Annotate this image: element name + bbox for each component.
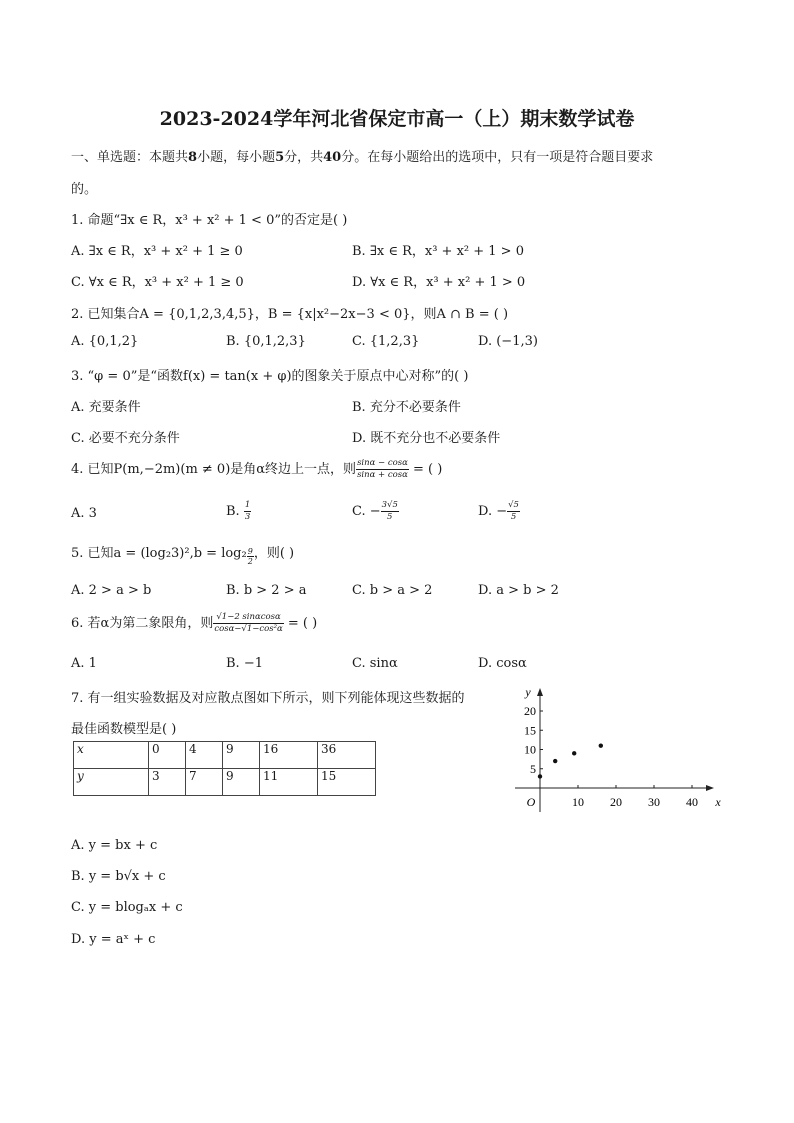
question-3-stem: 3. “φ = 0”是“函数f(x) = tan(x + φ)的图象关于原点中心对称”的( ): [71, 369, 469, 384]
q3-option-b: B. 充分不必要条件: [352, 400, 461, 415]
q7-option-b: B. y = b√x + c: [71, 869, 166, 884]
q6-fraction: $\frac{√1-2 \sin\alpha\cos\alpha}{\text{cosα−√1−cos²α}}$: [214, 612, 283, 634]
table-cell: x: [74, 742, 149, 769]
x-axis-label: x: [715, 795, 721, 809]
q6-option-d: D. cosα: [478, 656, 527, 671]
y-tick-label: 15: [524, 723, 536, 738]
q6-option-c: C. sinα: [352, 656, 398, 671]
table-row-y: [74, 769, 376, 796]
origin-label: O: [526, 795, 536, 809]
table-cell: 4: [186, 742, 223, 769]
table-cell: 9: [223, 742, 260, 769]
data-point: [599, 743, 603, 747]
table-cell: 7: [186, 769, 223, 796]
data-point: [572, 751, 576, 755]
table-row-x: [74, 742, 376, 769]
y-tick-label: 10: [524, 742, 536, 757]
q1-option-c: C. ∀x ∈ R，x³ + x² + 1 ≥ 0: [71, 275, 244, 290]
q4-option-d: D. − $\frac{√5}{5}$: [478, 500, 519, 522]
table-cell: 15: [318, 769, 376, 796]
y-axis-arrow: [537, 688, 543, 696]
q2-option-c: C. {1,2,3}: [352, 334, 420, 349]
q6-option-b: B. −1: [226, 656, 263, 671]
q5-option-d: D. a > b > 2: [478, 583, 559, 598]
q1-option-d: D. ∀x ∈ R，x³ + x² + 1 > 0: [352, 275, 526, 290]
table-cell: 9: [223, 769, 260, 796]
scatter-plot: [510, 684, 740, 819]
question-7-stem-line1: 7. 有一组实验数据及对应散点图如下所示，则下列能体现这些数据的: [71, 691, 465, 706]
table-cell: 3: [149, 769, 186, 796]
y-tick-label: 20: [524, 704, 536, 718]
table-cell: 0: [149, 742, 186, 769]
q4-fraction: $\frac{\sin\alpha - \cos\alpha}{\sin\alpha + \cos\alpha}$: [357, 458, 408, 480]
table-cell: 11: [260, 769, 318, 796]
q2-option-d: D. (−1,3): [478, 334, 538, 349]
data-point: [553, 759, 557, 763]
q2-option-a: A. {0,1,2}: [71, 334, 139, 349]
y-axis-label: y: [525, 685, 531, 699]
q1-option-b: B. ∃x ∈ R，x³ + x² + 1 > 0: [352, 244, 524, 259]
q2-option-b: B. {0,1,2,3}: [226, 334, 306, 349]
q3-option-d: D. 既不充分也不必要条件: [352, 431, 501, 446]
page-title: 2023-2024学年河北省保定市高一（上）期末数学试卷: [159, 108, 635, 130]
section-heading: 一、单选题：本题共8小题，每小题5分，共40分。在每小题给出的选项中，只有一项是符合题目要求: [71, 150, 654, 165]
q5-option-b: B. b > 2 > a: [226, 583, 307, 598]
section-heading-cont: 的。: [71, 182, 98, 197]
x-tick-label: 40: [686, 795, 698, 809]
q7-option-c: C. y = blogₐx + c: [71, 900, 183, 915]
x-axis-arrow: [706, 785, 714, 791]
data-point: [538, 774, 542, 778]
question-4-stem: 4. 已知P(m,−2m)(m ≠ 0)是角α终边上一点，则 $\frac{\sin\alpha - \cos\alpha}{\sin\alpha + \cos\alpha}$ = ( ): [71, 458, 443, 480]
q1-option-a: A. ∃x ∈ R，x³ + x² + 1 ≥ 0: [71, 244, 243, 259]
q7-option-a: A. y = bx + c: [71, 838, 158, 853]
question-5-stem: 5. 已知a = (log₂3)²,b = log₂ $\frac{9}{2}$ ，则( ): [71, 546, 295, 566]
q7-option-d: D. y = aˣ + c: [71, 932, 156, 947]
q6-option-a: A. 1: [71, 656, 97, 671]
table-cell: 16: [260, 742, 318, 769]
table-cell: 36: [318, 742, 376, 769]
question-2-stem: 2. 已知集合A = {0,1,2,3,4,5}，B = {x|x²−2x−3 < 0}，则A ∩ B = ( ): [71, 307, 509, 322]
question-7-stem-line2: 最佳函数模型是( ): [71, 722, 177, 737]
q4-option-c: C. − $\frac{3√5}{5}$: [352, 500, 398, 522]
question-6-stem: 6. 若α为第二象限角，则 $\frac{√1-2 \sin\alpha\cos\alpha}{\text{cosα−√1−cos²α}}$ = ( ): [71, 612, 318, 634]
table-cell: y: [74, 769, 149, 796]
x-tick-label: 30: [648, 795, 660, 809]
q5-option-a: A. 2 > a > b: [71, 583, 152, 598]
x-tick-label: 20: [610, 795, 622, 809]
q5-option-c: C. b > a > 2: [352, 583, 433, 598]
data-table: [73, 741, 376, 796]
question-1-stem: 1. 命题“∃x ∈ R，x³ + x² + 1 < 0”的否定是( ): [71, 213, 348, 228]
x-tick-label: 10: [572, 795, 584, 809]
q3-option-c: C. 必要不充分条件: [71, 431, 180, 446]
q3-option-a: A. 充要条件: [71, 400, 141, 415]
q4-option-b: B. $\frac{1}{3}$: [226, 500, 251, 522]
q4-option-a: A. 3: [71, 506, 97, 521]
y-tick-label: 5: [530, 761, 536, 776]
